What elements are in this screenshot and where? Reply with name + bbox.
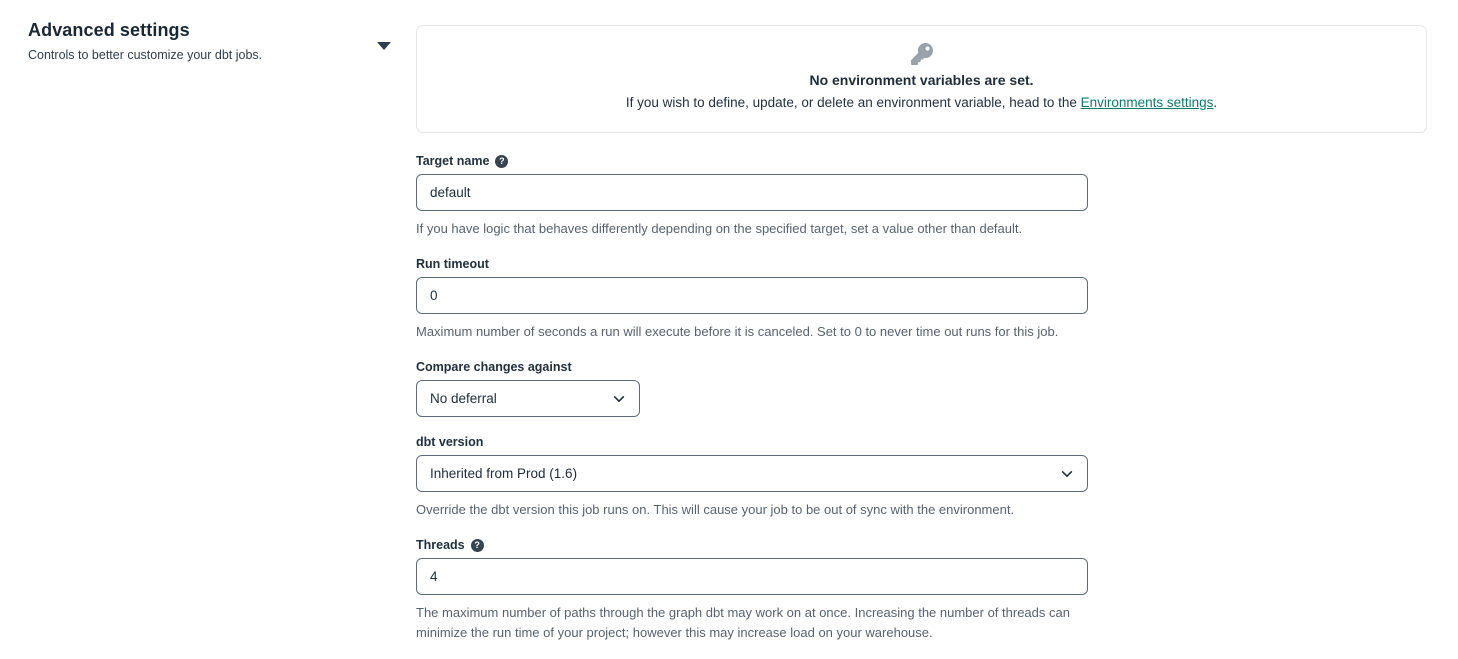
field-threads <box>416 538 1088 643</box>
target-name-input[interactable] <box>416 174 1088 211</box>
fields-container <box>416 154 1088 643</box>
env-empty-title: No environment variables are set. <box>809 72 1034 88</box>
compare-changes-value: No deferral <box>430 391 497 406</box>
advanced-settings-form <box>416 25 1427 659</box>
threads-helper: The maximum number of paths through the graph dbt may work on at once. Increasing the number of threads can minimize the run time of your project; however this may increase load on your warehouse. <box>416 605 1070 640</box>
dbt-version-helper: Override the dbt version this job runs on. This will cause your job to be out of sync with the environment. <box>416 502 1015 517</box>
env-variables-panel <box>416 25 1427 133</box>
help-icon[interactable]: ? <box>471 539 484 552</box>
threads-input[interactable] <box>416 558 1088 595</box>
compare-changes-label: Compare changes against <box>416 360 572 374</box>
env-message-prefix: If you wish to define, update, or delete an environment variable, head to the <box>625 95 1081 110</box>
compare-changes-select[interactable] <box>416 380 640 417</box>
chevron-down-icon <box>1060 467 1074 481</box>
field-target-name <box>416 154 1088 239</box>
key-icon <box>417 43 1426 69</box>
target-name-helper: If you have logic that behaves differently depending on the specified target, set a value other than default. <box>416 221 1023 236</box>
run-timeout-input[interactable] <box>416 277 1088 314</box>
triangle-down-icon <box>377 42 391 50</box>
dbt-version-select[interactable] <box>416 455 1088 492</box>
field-run-timeout <box>416 257 1088 342</box>
target-name-label: Target name <box>416 154 490 168</box>
page-title: Advanced settings <box>28 20 190 40</box>
environments-settings-link[interactable]: Environments settings <box>1080 95 1214 110</box>
field-dbt-version <box>416 435 1088 520</box>
help-icon[interactable]: ? <box>495 155 508 168</box>
run-timeout-helper: Maximum number of seconds a run will execute before it is canceled. Set to 0 to never time out runs for this job. <box>416 324 1059 339</box>
dbt-version-label: dbt version <box>416 435 484 449</box>
env-message-suffix: . <box>1213 95 1218 110</box>
run-timeout-label: Run timeout <box>416 257 489 271</box>
chevron-down-icon <box>612 392 626 406</box>
threads-label: Threads <box>416 538 465 552</box>
page-subtitle: Controls to better customize your dbt jobs. <box>28 48 263 62</box>
dbt-version-value: Inherited from Prod (1.6) <box>430 466 578 481</box>
env-empty-message <box>417 95 1426 110</box>
section-header <box>28 20 368 62</box>
field-compare-changes <box>416 360 1088 417</box>
collapse-section-toggle[interactable] <box>372 34 396 58</box>
